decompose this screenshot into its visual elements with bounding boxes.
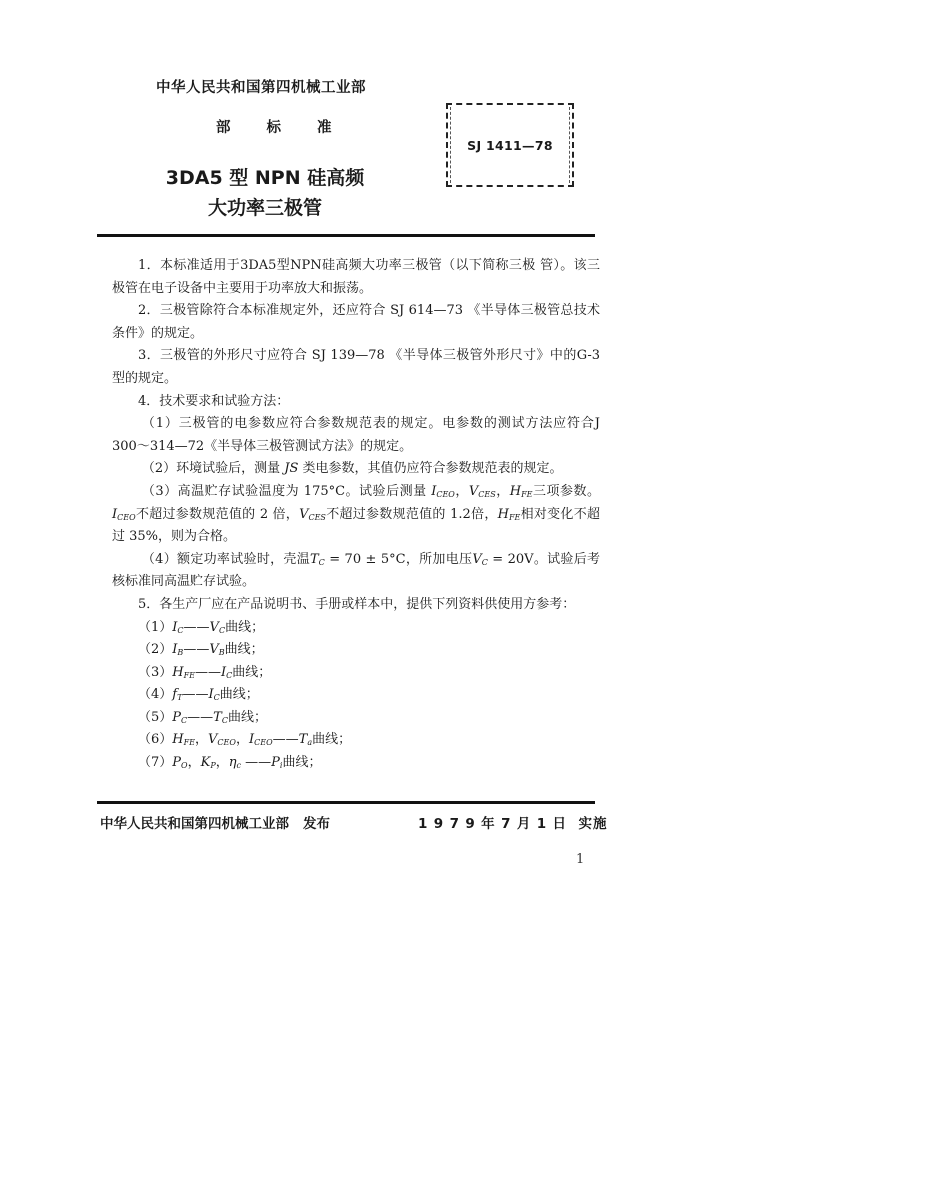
issue-label: 发布 <box>303 816 330 832</box>
symbol <box>172 642 183 657</box>
curve-item-6 <box>138 729 600 752</box>
text-run: 不超过参数规范值的 1.2倍， <box>325 506 498 522</box>
symbol-subscript: i <box>279 761 283 771</box>
curve-item-4 <box>138 684 600 707</box>
document-title-line-1: 3DA5 型 NPN 硅高频 <box>165 167 365 189</box>
text-run: （2）环境试验后，测量 <box>141 461 285 477</box>
symbol <box>208 732 236 747</box>
issuer-name: 中华人民共和国第四机械工业部 <box>100 816 289 832</box>
dash: —— <box>272 732 299 748</box>
footer-divider <box>97 801 595 804</box>
item-number: （7） <box>138 755 173 771</box>
symbol-subscript: C <box>226 670 233 680</box>
symbol-base: T <box>310 551 319 567</box>
clause-4-4 <box>112 549 600 594</box>
symbol-subscript: C <box>221 715 228 725</box>
text-run: 不超过参数规范值的 2 倍， <box>135 506 300 522</box>
standard-kind-char: 部 <box>216 120 231 136</box>
item-suffix: 曲线； <box>312 732 352 748</box>
text-run: 相对变化不超过 35%，则为合格。 <box>112 506 600 545</box>
symbol-base: f <box>172 687 178 703</box>
symbol-subscript: C <box>213 693 220 703</box>
symbol-base: T <box>298 732 308 748</box>
curve-item-1 <box>138 617 600 640</box>
symbol-js: JS <box>284 461 299 477</box>
symbol-vc <box>472 552 488 567</box>
item-number: （3） <box>138 664 173 680</box>
symbol-base: I <box>112 506 118 522</box>
standard-kind-char: 准 <box>317 120 332 136</box>
symbol-base: I <box>221 664 227 680</box>
symbol-subscript: T <box>177 693 183 703</box>
issuing-ministry: 中华人民共和国第四机械工业部 <box>156 80 366 96</box>
symbol-subscript: C <box>177 625 184 635</box>
symbol-base: V <box>299 506 309 522</box>
symbol-base: P <box>172 755 182 771</box>
symbol <box>172 710 187 725</box>
dash: —— <box>183 642 210 658</box>
symbol-base: V <box>468 483 479 499</box>
standard-code: SJ 1411—78 <box>467 138 553 153</box>
clause-4-1: （1）三极管的电参数应符合参数规范表的规定。电参数的测试方法应符合J 300～314—72《半导体三极管测试方法》的规定。 <box>112 416 600 454</box>
symbol-base: I <box>248 732 255 748</box>
symbol-base: I <box>208 687 214 703</box>
symbol-base: V <box>208 732 218 748</box>
dash: —— <box>183 619 210 635</box>
symbol <box>299 732 312 747</box>
item-suffix: 曲线； <box>225 619 265 635</box>
curve-item-5 <box>138 707 600 730</box>
dash: —— <box>182 687 209 703</box>
symbol-base: I <box>172 619 178 635</box>
text-run: = 20V。试验后考核标准同高温贮存试验。 <box>112 551 600 590</box>
standard-kind <box>216 116 332 137</box>
symbol-subscript: B <box>177 648 184 658</box>
symbol-base: V <box>209 642 219 658</box>
symbol <box>208 687 219 702</box>
symbol-subscript: CEO <box>117 512 136 522</box>
clause-2: 2．三极管除符合本标准规定外，还应符合 SJ 614—73 《半导体三极管总技术条件》的规定。 <box>112 303 600 341</box>
item-suffix: 曲线； <box>219 687 259 703</box>
symbol-base: H <box>172 732 184 748</box>
symbol-iceo <box>431 484 455 499</box>
symbol <box>172 620 183 635</box>
item-number: （2） <box>138 642 173 658</box>
symbol-base: H <box>172 664 184 680</box>
symbol-subscript: CEO <box>436 489 455 499</box>
page-number: 1 <box>576 852 585 867</box>
symbol-hfe <box>510 484 533 499</box>
footer-issuer <box>100 812 330 832</box>
symbol-base: I <box>431 483 437 499</box>
symbol-subscript: C <box>218 625 226 635</box>
symbol <box>209 642 224 657</box>
clause-4-2 <box>112 458 600 481</box>
separator: ， <box>187 755 201 771</box>
clause-1: 1．本标准适用于3DA5型NPN硅高频大功率三极管（以下简称三极 管）。该三极管在电子设备中主要用于功率放大和振荡。 <box>112 258 600 296</box>
symbol-hfe <box>498 507 521 522</box>
text-run: （4）额定功率试验时，壳温 <box>141 551 310 567</box>
symbol-subscript: FE <box>521 489 533 499</box>
symbol-subscript: FE <box>508 512 521 522</box>
symbol <box>172 732 195 747</box>
clause-5: 5．各生产厂应在产品说明书、手册或样本中，提供下列资料供使用方参考： <box>138 596 576 612</box>
symbol-base: η <box>228 755 237 771</box>
symbol-base: P <box>172 709 182 725</box>
symbol <box>221 665 232 680</box>
dash: —— <box>241 755 272 771</box>
item-suffix: 曲线； <box>224 642 264 658</box>
symbol-subscript: P <box>210 761 216 771</box>
symbol-subscript: FE <box>183 738 196 748</box>
symbol <box>172 687 182 702</box>
text-run: 类电参数，其值仍应符合参数规范表的规定。 <box>298 461 563 477</box>
symbol <box>201 755 216 770</box>
separator: ， <box>454 483 469 499</box>
symbol-vces <box>299 507 326 522</box>
curve-item-3 <box>138 662 600 685</box>
document-body <box>112 255 600 775</box>
clause-4-3 <box>112 481 600 549</box>
symbol-subscript: c <box>236 761 242 771</box>
symbol-tc <box>310 552 325 567</box>
clause-3: 3．三极管的外形尺寸应符合 SJ 139—78 《半导体三极管外形尺寸》中的G-3 型的规定。 <box>112 348 600 386</box>
symbol-subscript: CES <box>478 489 496 499</box>
symbol-vces <box>469 484 496 499</box>
text-run: 三项参数。 <box>532 483 600 499</box>
symbol-iceo <box>112 507 136 522</box>
symbol-base: V <box>209 619 219 635</box>
separator: ， <box>195 732 209 748</box>
symbol-base: I <box>172 642 178 658</box>
standard-code-box <box>446 103 574 187</box>
curve-item-7 <box>138 752 600 775</box>
symbol <box>213 710 228 725</box>
effective-date: 1979年7月1日 <box>418 816 573 832</box>
symbol-subscript: CEO <box>217 738 236 748</box>
item-number: （4） <box>138 687 173 703</box>
item-number: （1） <box>138 619 173 635</box>
separator: ， <box>235 732 249 748</box>
symbol-subscript: a <box>307 738 313 748</box>
symbol <box>172 665 195 680</box>
symbol <box>271 755 282 770</box>
footer-effective <box>418 812 607 832</box>
symbol-base: V <box>472 551 482 567</box>
document-title-line-2: 大功率三极管 <box>207 197 322 219</box>
text-run: （3）高温贮存试验温度为 175°C。试验后测量 <box>141 483 432 499</box>
item-suffix: 曲线； <box>227 709 267 725</box>
symbol-subscript: B <box>218 648 225 658</box>
curve-list <box>112 617 600 775</box>
symbol <box>210 620 226 635</box>
item-suffix: 曲线； <box>282 755 322 771</box>
symbol-subscript: C <box>318 557 325 567</box>
symbol <box>229 755 241 770</box>
curve-item-2 <box>138 639 600 662</box>
symbol-base: K <box>200 755 211 771</box>
symbol-subscript: CEO <box>254 738 273 748</box>
symbol-subscript: FE <box>183 670 196 680</box>
item-number: （5） <box>138 709 173 725</box>
header-divider <box>97 234 595 237</box>
dash: —— <box>187 709 214 725</box>
item-number: （6） <box>138 732 173 748</box>
symbol-base: H <box>497 506 509 522</box>
symbol-subscript: O <box>181 761 188 771</box>
symbol-base: T <box>213 709 222 725</box>
dash: —— <box>195 664 222 680</box>
symbol <box>172 755 187 770</box>
symbol-subscript: C <box>181 715 188 725</box>
separator: ， <box>215 755 229 771</box>
text-run: = 70 ± 5°C，所加电压 <box>324 551 473 567</box>
symbol-subscript: CES <box>308 512 326 522</box>
clause-4-heading: 4．技术要求和试验方法： <box>138 393 290 409</box>
symbol-subscript: C <box>481 557 488 567</box>
effective-label: 实施 <box>578 816 608 832</box>
symbol-base: H <box>509 483 522 499</box>
symbol <box>249 732 273 747</box>
standard-kind-char: 标 <box>266 120 281 136</box>
symbol-base: P <box>271 755 280 771</box>
item-suffix: 曲线； <box>232 664 272 680</box>
separator: ， <box>495 483 510 499</box>
